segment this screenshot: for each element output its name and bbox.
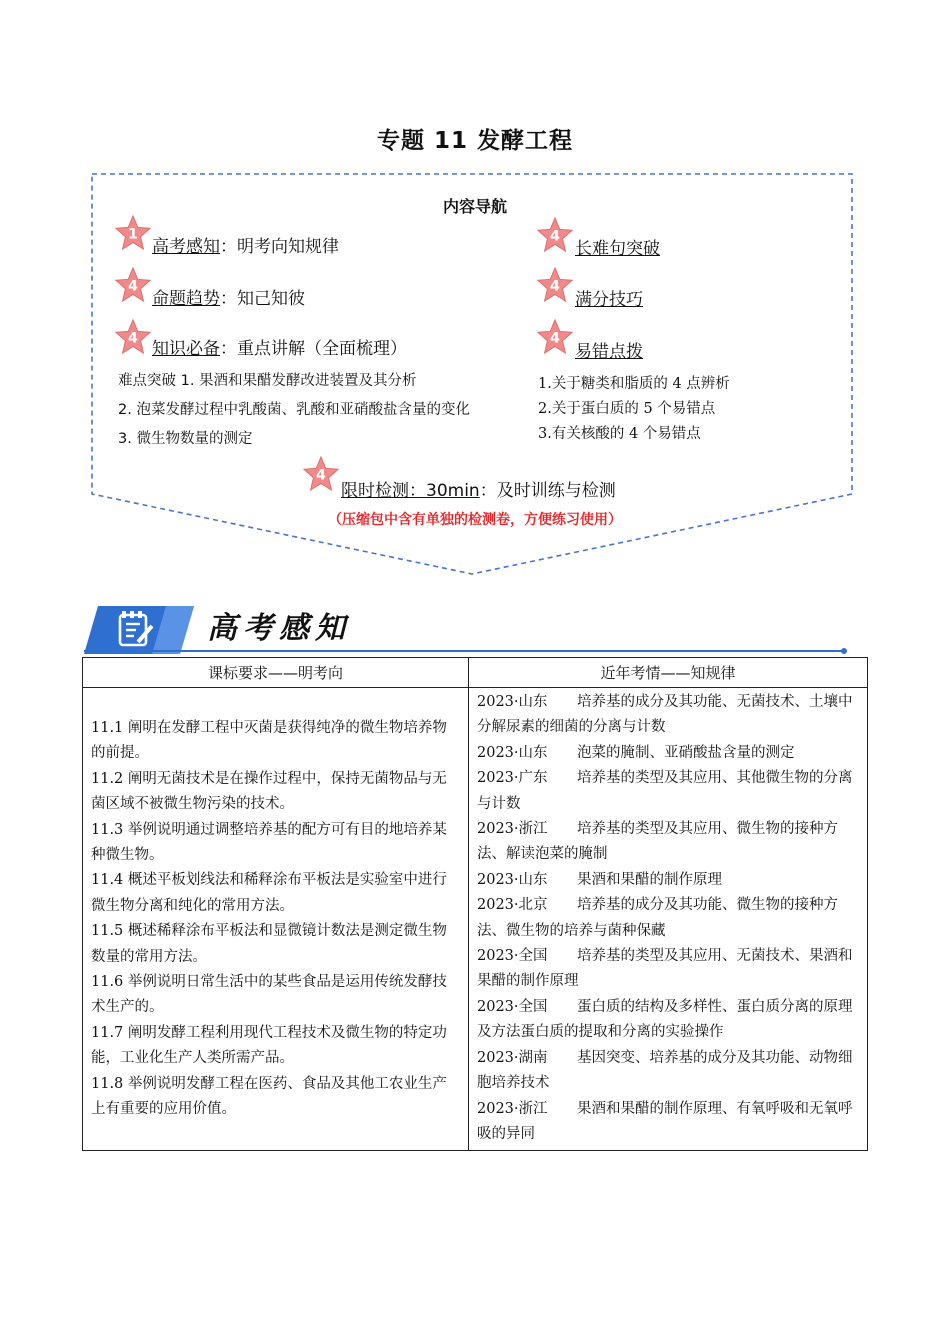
nav-subitem[interactable]: 难点突破 1. 果酒和果醋发酵改进装置及其分析 [118, 373, 417, 389]
section-title: 高考感知 [207, 611, 351, 646]
exam-item: 2023·山东 泡菜的腌制、亚硝酸盐含量的测定 [477, 744, 795, 761]
exam-item: 2023·浙江 培养基的类型及其应用、微生物的接种方法、解读泡菜的腌制 [477, 821, 838, 863]
svg-text:4: 4 [550, 228, 560, 245]
badge-star-icon [536, 318, 574, 356]
badge-star-icon [302, 455, 340, 493]
nav-item-key: 高考感知 [152, 237, 220, 257]
svg-text:4: 4 [128, 330, 138, 347]
standards-cell [83, 688, 469, 1151]
nav-subitem[interactable]: 2. 泡菜发酵过程中乳酸菌、乳酸和亚硝酸盐含量的变化 [118, 402, 470, 418]
nav-item-key: 命题趋势 [152, 289, 220, 309]
nav-item-key: 满分技巧 [575, 290, 643, 310]
exam-item: 2023·浙江 果酒和果醋的制作原理、有氧呼吸和无氧呼吸的异同 [477, 1100, 853, 1142]
standard-item: 11.1 阐明在发酵工程中灭菌是获得纯净的微生物培养物的前提。 [91, 720, 447, 762]
nav-item-timed-test[interactable]: 限时检测：30min ： 及时训练与检测 [341, 476, 616, 501]
exam-item: 2023·山东 培养基的成分及其功能、无菌技术、土壤中分解尿素的细菌的分离与计数 [477, 694, 853, 736]
badge-star-icon [536, 266, 574, 304]
table-header: 近年考情——知规律 [469, 658, 868, 688]
nav-item-desc: 重点讲解（全面梳理） [237, 339, 407, 359]
standard-item: 11.3 举例说明通过调整培养基的配方可有目的地培养某种微生物。 [91, 821, 447, 864]
nav-item-desc: 及时训练与检测 [496, 481, 616, 501]
standard-item: 11.8 举例说明发酵工程在医药、食品及其他工农业生产上有重要的应用价值。 [91, 1075, 447, 1118]
standard-item: 11.7 阐明发酵工程利用现代工程技术及微生物的特定功能，工业化生产人类所需产品。 [91, 1024, 447, 1067]
nav-item-key: 知识必备 [152, 339, 220, 359]
requirements-table [82, 657, 868, 1151]
svg-text:4: 4 [550, 330, 560, 347]
badge-star-icon [114, 318, 152, 356]
nav-item-knowledge[interactable]: 知识必备 ： 重点讲解（全面梳理） [152, 334, 407, 359]
nav-item-mistakes[interactable] [575, 337, 643, 362]
standard-item: 11.5 概述稀释涂布平板法和显微镜计数法是测定微生物数量的常用方法。 [91, 923, 447, 965]
badge-star-icon [536, 216, 574, 254]
standard-item: 11.6 举例说明日常生活中的某些食品是运用传统发酵技术生产的。 [91, 974, 447, 1016]
svg-text:4: 4 [128, 278, 138, 295]
nav-item-desc: 明考向知规律 [237, 237, 339, 257]
section-divider-dot [841, 648, 847, 654]
nav-heading: 内容导航 [442, 197, 507, 216]
nav-item-desc: 知己知彼 [237, 289, 305, 309]
table-row [83, 688, 868, 1151]
exam-item: 2023·北京 培养基的成分及其功能、微生物的接种方法、微生物的培养与菌种保藏 [477, 897, 838, 939]
svg-text:4: 4 [550, 278, 560, 295]
nav-subitem[interactable]: 3.有关核酸的 4 个易错点 [538, 426, 701, 442]
standard-item: 11.4 概述平板划线法和稀释涂布平板法是实验室中进行微生物分离和纯化的常用方法。 [91, 872, 447, 914]
nav-item-key: 易错点拨 [575, 342, 643, 362]
svg-text:1: 1 [128, 226, 138, 243]
exam-item: 2023·湖南 基因突变、培养基的成分及其功能、动物细胞培养技术 [477, 1049, 853, 1092]
page-title: 专题 11 发酵工程 [376, 128, 574, 154]
exam-item: 2023·山东 果酒和果醋的制作原理 [477, 871, 722, 888]
nav-subitem[interactable]: 3. 微生物数量的测定 [118, 431, 253, 447]
badge-star-icon [114, 266, 152, 304]
badge-star-icon [114, 214, 152, 252]
nav-item-trend[interactable]: 命题趋势 ： 知己知彼 [152, 284, 305, 309]
table-header: 课标要求——明考向 [83, 658, 469, 688]
standard-item: 11.2 阐明无菌技术是在操作过程中，保持无菌物品与无菌区域不被微生物污染的技术。 [91, 770, 447, 813]
exam-item: 2023·广东 培养基的类型及其应用、其他微生物的分离与计数 [477, 770, 853, 812]
nav-item-gaokao[interactable]: 高考感知 ： 明考向知规律 [152, 232, 339, 257]
nav-item-full-score[interactable] [575, 285, 643, 310]
section-banner [84, 606, 194, 654]
exam-item: 2023·全国 蛋白质的结构及多样性、蛋白质分离的原理及方法蛋白质的提取和分离的实验操作 [477, 998, 853, 1041]
exam-item: 2023·全国 培养基的类型及其应用、无菌技术、果酒和果醋的制作原理 [477, 948, 853, 990]
nav-subitem[interactable]: 2.关于蛋白质的 5 个易错点 [538, 401, 716, 417]
exams-cell [469, 688, 868, 1151]
svg-text:4: 4 [316, 467, 326, 484]
nav-item-key: 限时检测：30min [341, 481, 480, 501]
nav-item-key: 长难句突破 [575, 239, 660, 259]
nav-subitem[interactable]: 1.关于糖类和脂质的 4 点辨析 [538, 376, 730, 392]
section-divider [84, 650, 846, 652]
nav-note: （压缩包中含有单独的检测卷，方便练习使用） [328, 512, 622, 528]
nav-item-long-sentence[interactable] [575, 234, 660, 259]
